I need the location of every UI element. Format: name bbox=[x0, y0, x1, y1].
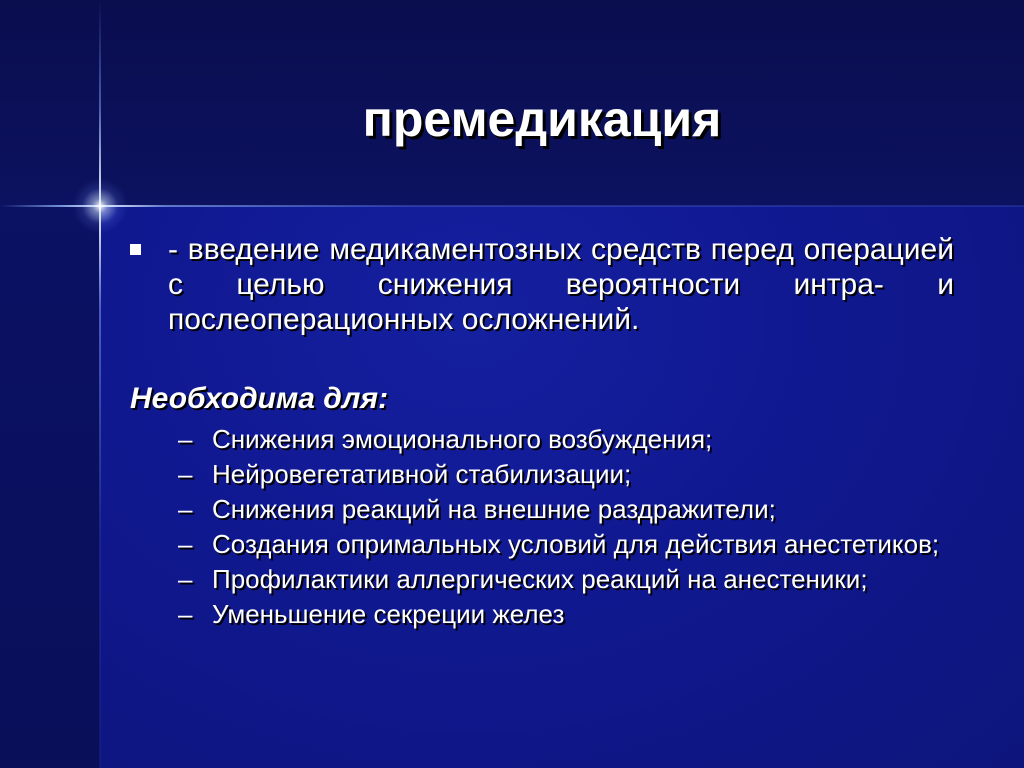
square-bullet-icon bbox=[130, 244, 141, 255]
dash-bullet: – bbox=[178, 459, 193, 489]
dash-bullet: – bbox=[178, 529, 193, 559]
definition-text: - введение медикаментозных средств перед операцией с целью снижения вероятности интра- и послеоперационных осложнений. bbox=[168, 233, 954, 336]
list-item bbox=[130, 460, 954, 489]
dash-bullet: – bbox=[178, 599, 193, 629]
list-item-text: Создания опримальных условий для действия анестетиков; bbox=[212, 529, 940, 559]
slide-content bbox=[130, 232, 954, 635]
dash-bullet: – bbox=[178, 564, 193, 594]
definition-bullet bbox=[130, 232, 954, 337]
list-item-text: Нейровегетативной стабилизации; bbox=[212, 459, 632, 489]
horizontal-divider-line bbox=[0, 205, 1024, 207]
list-item bbox=[130, 565, 954, 594]
dash-bullet: – bbox=[178, 494, 193, 524]
star-sparkle-icon bbox=[72, 178, 128, 234]
list-item-text: Уменьшение секреции желез bbox=[212, 599, 565, 629]
subheading: Необходима для: bbox=[130, 382, 389, 415]
list-item-text: Снижения реакций на внешние раздражители; bbox=[212, 494, 776, 524]
slide-title: премедикация bbox=[362, 91, 722, 147]
list-item-text: Снижения эмоционального возбуждения; bbox=[212, 424, 713, 454]
list-item bbox=[130, 425, 954, 454]
list-item-text: Профилактики аллергических реакций на анестеники; bbox=[212, 564, 868, 594]
purpose-list bbox=[130, 425, 954, 629]
left-band bbox=[0, 206, 100, 768]
list-item bbox=[130, 600, 954, 629]
list-item bbox=[130, 495, 954, 524]
dash-bullet: – bbox=[178, 424, 193, 454]
list-item bbox=[130, 530, 954, 559]
